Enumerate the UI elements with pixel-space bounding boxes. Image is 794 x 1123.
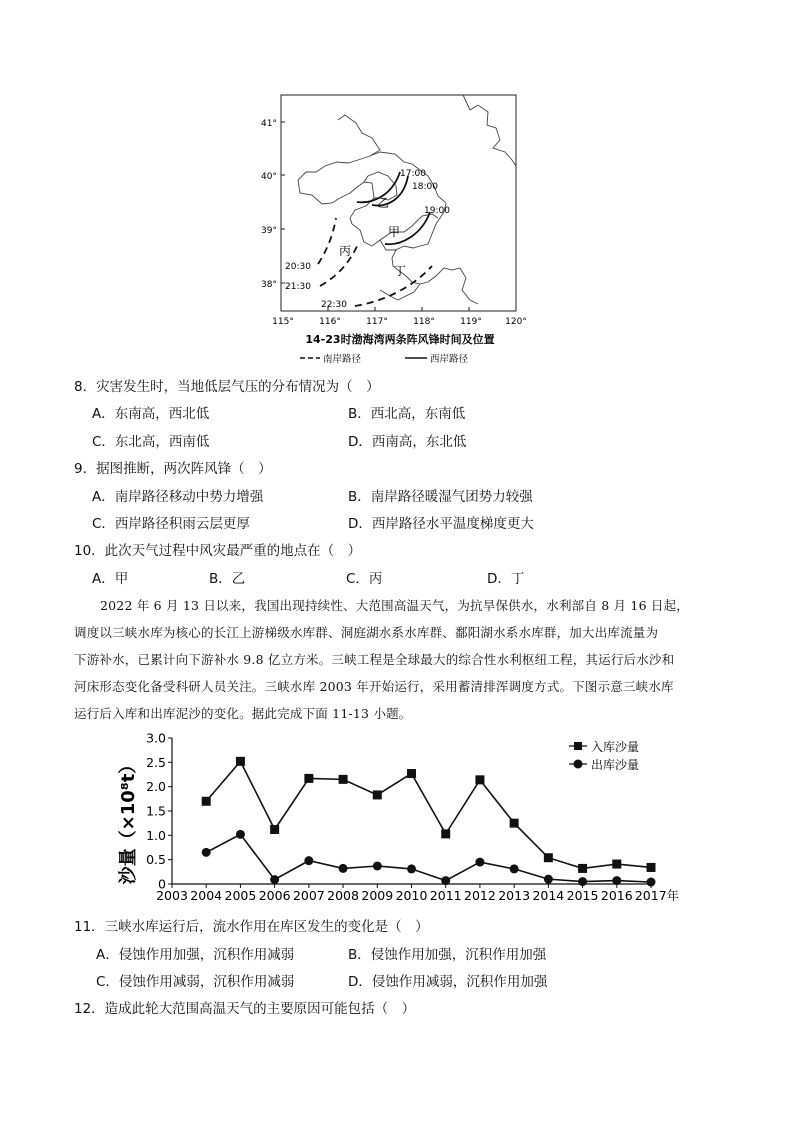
y-tick-label: 1.0	[146, 827, 166, 843]
outflow-point	[304, 856, 313, 865]
province-boundaries	[298, 95, 516, 304]
lat-label: 41°	[261, 119, 277, 129]
x-tick-label: 2009	[361, 888, 394, 903]
legend-west: 西岸路径	[430, 354, 469, 365]
lon-label: 118°	[413, 317, 435, 327]
x-tick-label: 2013	[498, 888, 531, 903]
question-12: 12．造成此轮大范围高温天气的主要原因可能包括（ ）	[74, 1001, 416, 1017]
question-11: 11．三峡水库运行后，流水作用在库区发生的变化是（ ）	[74, 919, 429, 935]
time-label: 18:00	[412, 182, 438, 192]
outflow-point	[510, 864, 519, 873]
inflow-point	[578, 864, 587, 873]
inflow-point	[475, 775, 484, 784]
inflow-point	[373, 790, 382, 799]
inflow-point	[612, 860, 621, 869]
lon-label: 120°	[505, 317, 527, 327]
x-tick-label: 2017年	[634, 888, 680, 903]
outflow-point	[236, 830, 245, 839]
time-label: 22:30	[321, 300, 347, 310]
inflow-point	[407, 769, 416, 778]
x-tick-label: 2008	[327, 888, 359, 903]
option: D．丁	[487, 571, 525, 587]
x-tick-label: 2003	[156, 888, 188, 903]
outflow-point	[407, 864, 416, 873]
option: D．西岸路径水平温度梯度更大	[348, 516, 534, 532]
y-tick-label: 0.5	[146, 852, 166, 868]
option: B．侵蚀作用加强，沉积作用加强	[348, 947, 547, 963]
gust-front-map	[255, 88, 545, 368]
option: B．南岸路径暖湿气团势力较强	[348, 489, 533, 505]
outflow-point	[475, 858, 484, 867]
lat-label: 40°	[261, 172, 277, 182]
option: D．侵蚀作用减弱，沉积作用加强	[348, 974, 548, 990]
inflow-point	[339, 775, 348, 784]
option: B．乙	[209, 571, 246, 587]
y-tick-label: 0	[158, 876, 166, 892]
x-tick-label: 2006	[258, 888, 291, 903]
option: A．南岸路径移动中势力增强	[92, 489, 264, 505]
inflow-point	[270, 825, 279, 834]
y-tick-label: 2.0	[146, 779, 166, 795]
lon-label: 115°	[272, 317, 294, 327]
option: C．东北高，西南低	[92, 434, 210, 450]
x-tick-label: 2015	[566, 888, 599, 903]
x-tick-label: 2005	[224, 888, 257, 903]
lat-label: 39°	[261, 226, 277, 236]
x-tick-label: 2004	[190, 888, 223, 903]
option: D．西南高，东北低	[348, 434, 467, 450]
question-8: 8．灾害发生时，当地低层气压的分布情况为（ ）	[74, 379, 380, 395]
time-label: 19:00	[424, 206, 450, 216]
outflow-point	[373, 861, 382, 870]
option: C．侵蚀作用减弱，沉积作用减弱	[96, 974, 295, 990]
option: A．东南高，西北低	[92, 406, 210, 422]
option: C．丙	[346, 571, 383, 587]
outflow-point	[647, 878, 656, 887]
x-tick-label: 2007	[292, 888, 325, 903]
inflow-point	[202, 797, 211, 806]
lat-label: 38°	[261, 280, 277, 290]
passage-line: 调度以三峡水库为核心的长江上游梯级水库群、洞庭湖水系水库群、鄱阳湖水系水库群，加大出库流量为	[74, 625, 659, 640]
y-tick-label: 3.0	[146, 730, 166, 746]
question-9: 9．据图推断，两次阵风锋（ ）	[74, 461, 272, 477]
passage-line: 河床形态变化备受科研人员关注。三峡水库 2003 年开始运行，采用蓄清排浑调度方式。下图示意三峡水库	[74, 679, 674, 694]
x-tick-label: 2011	[429, 888, 462, 903]
inflow-point	[441, 829, 450, 838]
inflow-point	[304, 774, 313, 783]
passage-line: 下游补水，已累计向下游补水 9.8 亿立方米。三峡工程是全球最大的综合性水利枢纽工程，其运行后水沙和	[74, 652, 675, 667]
time-label: 20:30	[285, 262, 311, 272]
inflow-series-line	[206, 761, 651, 868]
outflow-series-line	[206, 834, 651, 882]
legend-south: 南岸路径	[323, 354, 362, 365]
time-label: 21:30	[285, 282, 311, 292]
outflow-point	[612, 876, 621, 885]
x-tick-label: 2012	[464, 888, 496, 903]
place-yi: 乙	[377, 196, 390, 210]
map-caption: 14-23时渤海湾两条阵风锋时间及位置	[305, 333, 495, 346]
option: B．西北高，东南低	[348, 406, 466, 422]
outflow-point	[441, 876, 450, 885]
sediment-chart	[110, 728, 690, 908]
time-label: 17:00	[400, 169, 426, 179]
inflow-point	[647, 863, 656, 872]
south-path-fronts	[318, 218, 432, 306]
map-frame	[281, 95, 516, 311]
y-tick-label: 2.5	[146, 754, 166, 770]
passage-line: 2022 年 6 月 13 日以来，我国出现持续性、大范围高温天气，为抗旱保供水，水利部自 8 月 16 日起，	[100, 598, 689, 613]
x-tick-label: 2016	[600, 888, 633, 903]
inflow-point	[510, 819, 519, 828]
chart-legend	[569, 739, 639, 772]
legend-inflow: 入库沙量	[591, 740, 640, 754]
place-jia: 甲	[388, 225, 401, 239]
legend-outflow: 出库沙量	[591, 758, 640, 772]
lon-label: 119°	[460, 317, 482, 327]
passage-line: 运行后入库和出库泥沙的变化。据此完成下面 11-13 小题。	[74, 706, 412, 721]
option: A．侵蚀作用加强，沉积作用减弱	[96, 947, 295, 963]
y-axis-title: 沙量（×10⁸t）	[118, 755, 139, 885]
question-10: 10．此次天气过程中风灾最严重的地点在（ ）	[74, 543, 362, 559]
outflow-point	[544, 875, 553, 884]
place-bing: 丙	[339, 244, 352, 258]
x-tick-label: 2014	[532, 888, 565, 903]
outflow-point	[578, 877, 587, 886]
inflow-point	[236, 757, 245, 766]
outflow-point	[270, 875, 279, 884]
inflow-point	[544, 853, 553, 862]
outflow-point	[339, 864, 348, 873]
lon-label: 116°	[319, 317, 341, 327]
y-tick-label: 1.5	[146, 803, 166, 819]
outflow-point	[202, 848, 211, 857]
x-tick-label: 2010	[395, 888, 428, 903]
option: C．西岸路径积雨云层更厚	[92, 516, 250, 532]
lon-label: 117°	[366, 317, 388, 327]
option: A．甲	[92, 571, 129, 587]
place-ding: 丁	[394, 264, 407, 278]
